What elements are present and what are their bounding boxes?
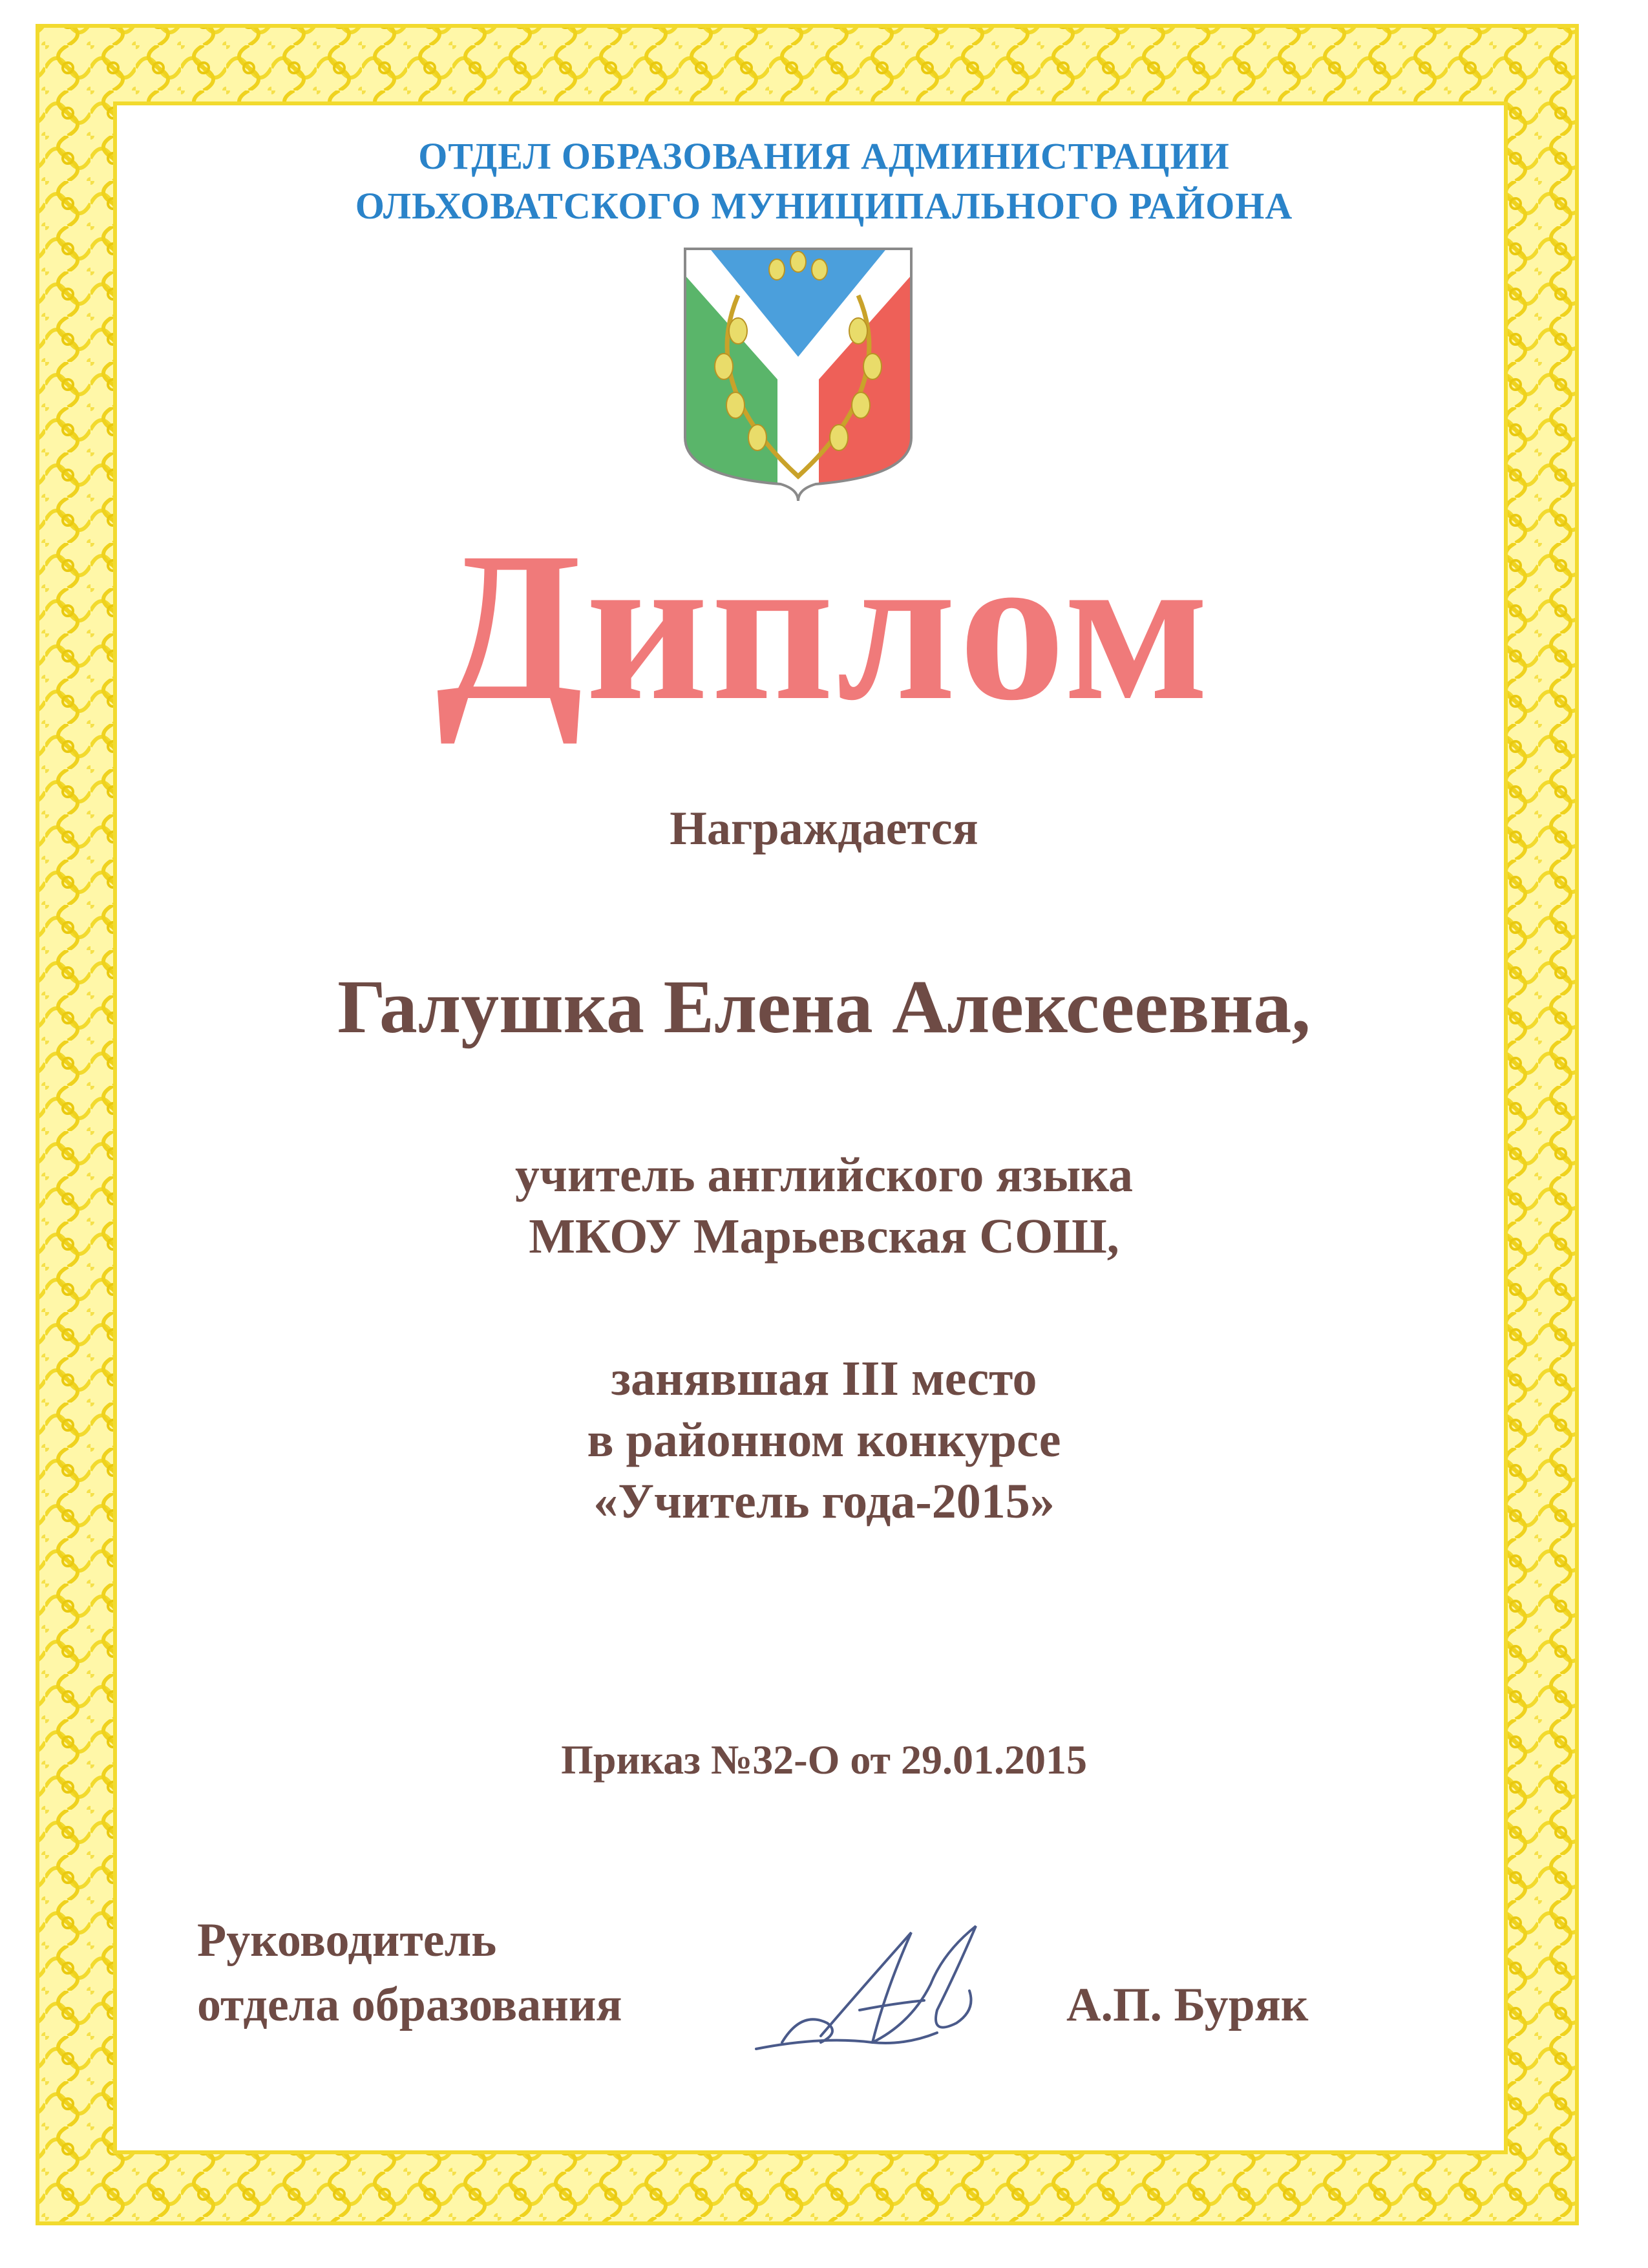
order-reference: Приказ №32-О от 29.01.2015 [561, 1737, 1087, 1783]
signatory-name: А.П. Буряк [1066, 1978, 1309, 2031]
recipient-name: Галушка Елена Алексеевна, [337, 964, 1311, 1049]
diploma-title: Диплом [436, 509, 1212, 745]
signatory-role-line-2: отдела образования [197, 1978, 622, 2031]
header-line-2: ОЛЬХОВАТСКОГО МУНИЦИПАЛЬНОГО РАЙОНА [355, 185, 1293, 227]
award-label: Награждается [670, 802, 978, 855]
coat-of-arms-icon [680, 244, 916, 503]
signatory-role-line-1: Руководитель [197, 1914, 497, 1967]
achievement-line-3: «Учитель года-2015» [593, 1474, 1055, 1529]
position-line-1: учитель английского языка [515, 1148, 1133, 1202]
position-line-2: МКОУ Марьевская СОШ, [529, 1209, 1119, 1264]
achievement-line-1: занявшая III место [611, 1351, 1037, 1406]
achievement-line-2: в районном конкурсе [587, 1413, 1061, 1467]
signature-icon [743, 1913, 1028, 2062]
header-line-1: ОТДЕЛ ОБРАЗОВАНИЯ АДМИНИСТРАЦИИ [418, 135, 1230, 177]
